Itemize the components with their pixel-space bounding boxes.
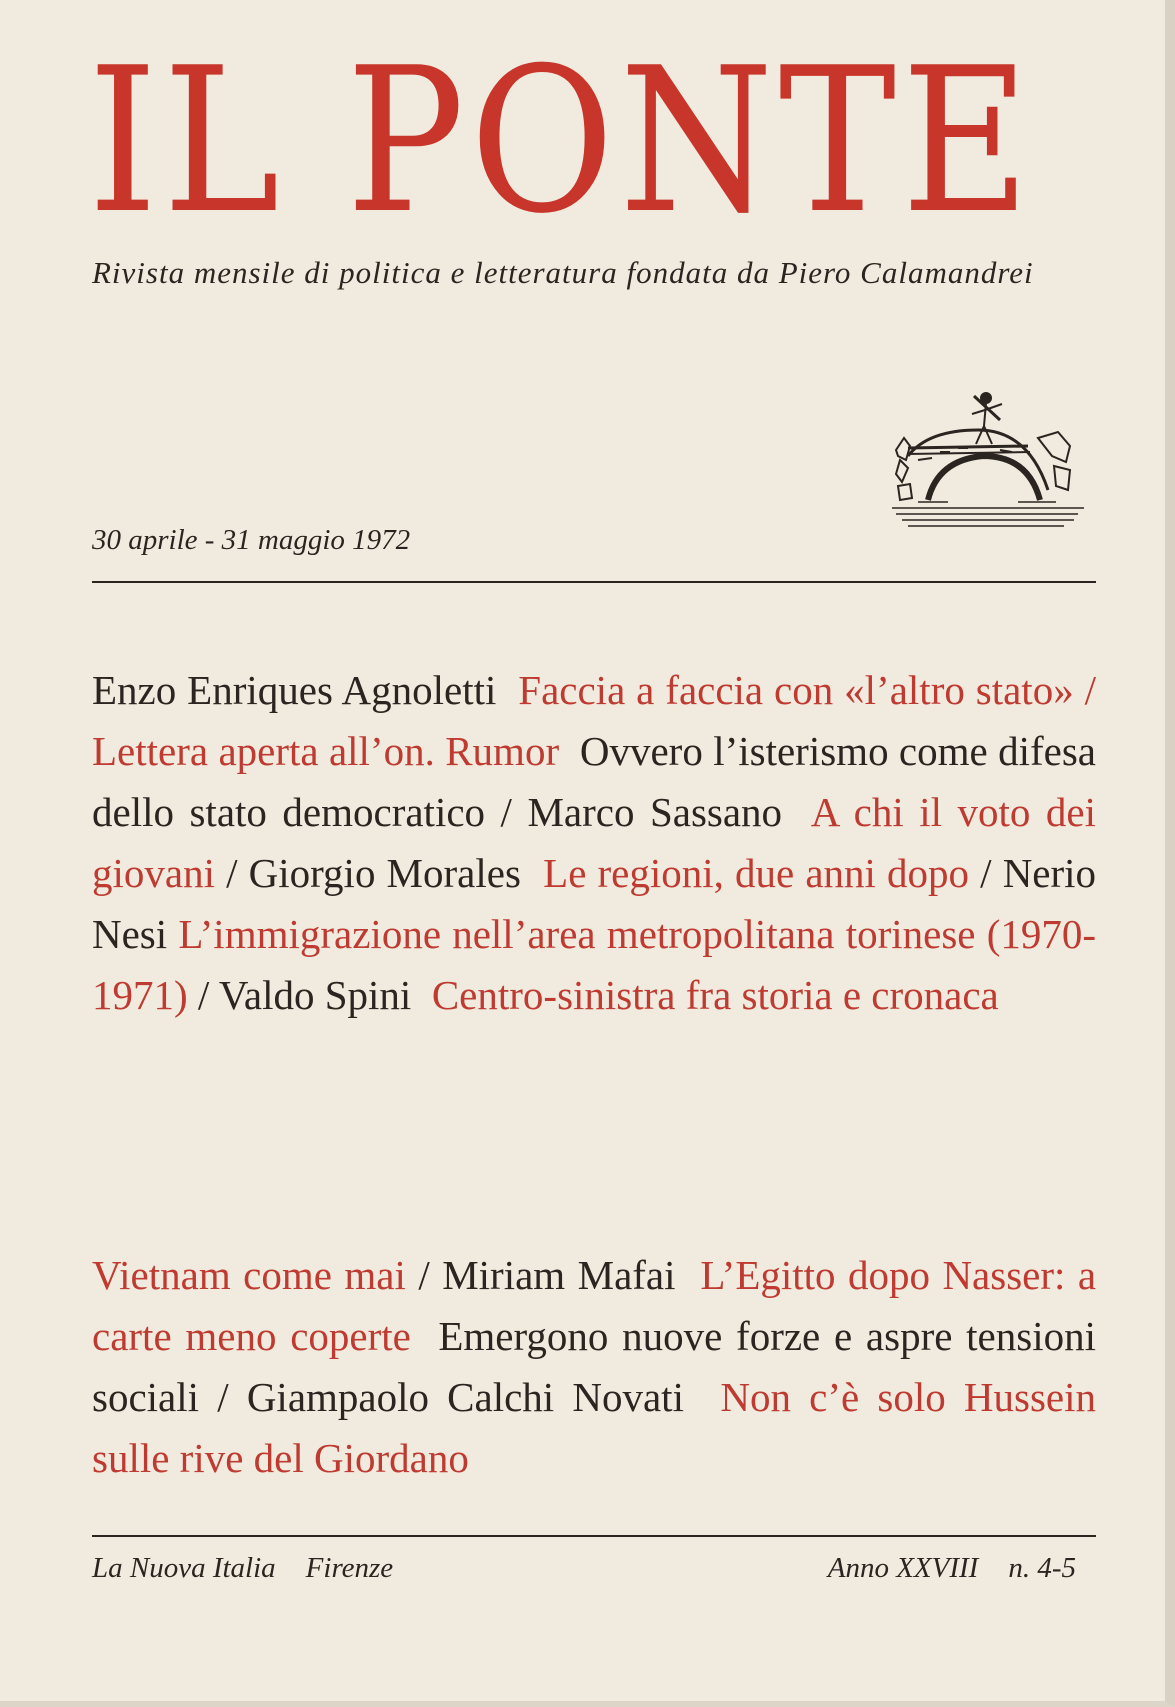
separator: / [500,789,512,835]
article-subtitle: Ovvero l’isterismo come difesa dello stato democratico [92,728,1096,835]
masthead-title: IL PONTE [88,25,1036,258]
top-divider [92,581,1096,583]
author-name: Enzo Enriques Agnoletti [92,667,497,713]
article-subtitle: Emergono nuove forze e aspre tensioni sociali [92,1313,1096,1420]
contents-block-2 [92,1245,1096,1489]
author-name: Miriam Mafai [442,1252,676,1298]
separator: / [226,850,238,896]
article-title: Le regioni, due anni dopo [543,850,970,896]
separator: / [418,1252,430,1298]
author-name: Nerio Nesi [92,850,1097,957]
author-name: Marco Sassano [527,789,783,835]
publisher-name: La Nuova Italia [92,1552,276,1584]
author-name: Giampaolo Calchi Novati [246,1374,684,1420]
article-title: L’Egitto dopo Nasser: a carte meno coperte [92,1252,1097,1359]
publisher-info [92,1552,393,1585]
issue-number: n. 4-5 [1008,1552,1076,1584]
article-title: L’immigrazione nell’area metropolitana torinese (1970-1971) [92,911,1097,1018]
separator: / [217,1374,229,1420]
issue-number-info [828,1552,1076,1585]
masthead-subtitle: Rivista mensile di politica e letteratura fondata da Piero Calamandrei [92,255,1034,290]
separator: / [980,850,992,896]
article-title: Non c’è solo Hussein sulle rive del Giordano [92,1374,1097,1481]
separator: / [197,972,210,1018]
contents-block-1 [92,660,1096,1026]
volume-year: Anno XXVIII [827,1552,979,1584]
issue-date: 30 aprile - 31 maggio 1972 [92,524,411,556]
bottom-divider [92,1535,1096,1537]
article-title: A chi il voto dei giovani [92,789,1096,896]
author-name: Valdo Spini [218,972,412,1018]
publisher-city: Firenze [305,1552,394,1584]
article-title: Vietnam come mai [92,1252,406,1298]
article-title: Centro-sinistra fra storia e cronaca [431,972,999,1018]
author-name: Giorgio Morales [248,850,521,896]
bridge-with-figure-icon [888,390,1088,550]
article-title: Faccia a faccia con «l’altro stato» / Lettera aperta all’on. Rumor [92,667,1097,774]
